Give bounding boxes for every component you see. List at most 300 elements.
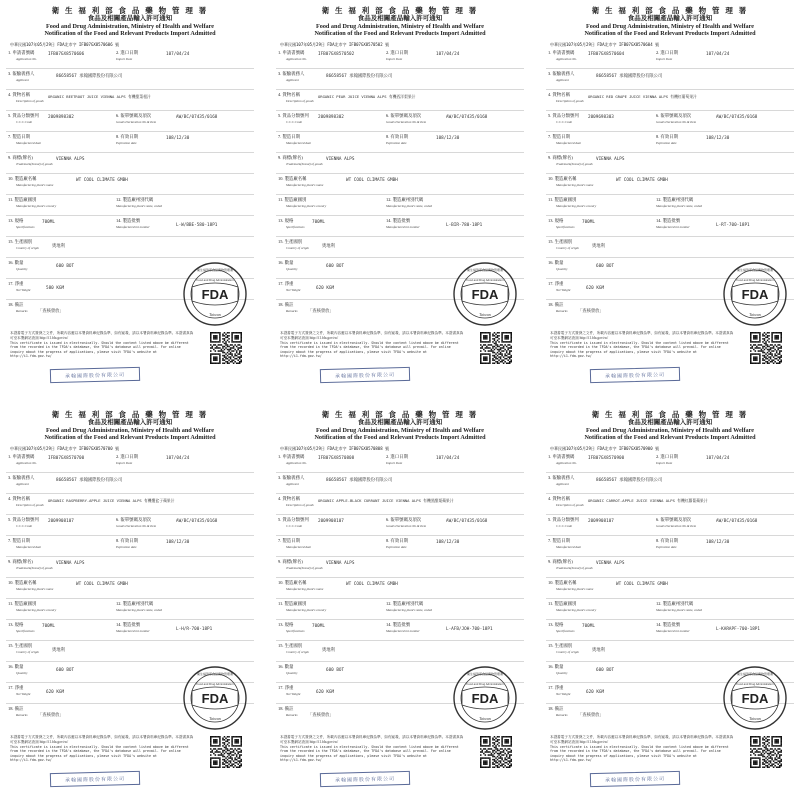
expiration-value: 108/12/30 xyxy=(166,539,190,545)
import-date-value: 107/04/24 xyxy=(166,455,190,461)
applicant-value: 86658567 承翰國際股份有限公司 xyxy=(596,73,663,79)
row-applicant xyxy=(6,473,254,494)
label-import-date: 2. 進口日期 xyxy=(386,49,408,55)
description-value: ORGANIC PEAR JUICE VIENNA ALPS 有機西洋梨果汁 xyxy=(318,93,416,99)
declaration-value: AW/BC/07435/0168 xyxy=(176,518,218,524)
label-applicant-en: Applicant xyxy=(16,481,29,486)
label-trademark: 9. 商標(牌名) xyxy=(8,154,33,160)
row-trademark xyxy=(276,153,524,174)
label-description-en: Description of goods xyxy=(16,502,44,507)
applicant-value: 86658567 承翰國際股份有限公司 xyxy=(326,477,393,483)
label-applicant: 3. 報驗義務人 xyxy=(278,474,305,480)
label-origin: 15. 生產國別 xyxy=(8,642,33,648)
agency-title-zh: 衛 生 福 利 部 食 品 藥 物 管 理 署 xyxy=(591,6,749,15)
label-declaration: 6. 報單號碼及項次 xyxy=(116,516,152,522)
row-plant-country xyxy=(546,599,794,620)
seal-top-text: 衛生福利部食品藥物管理署 xyxy=(466,672,504,676)
application-no-value: IFB07GX8570900 xyxy=(588,455,625,461)
row-plant-country xyxy=(276,599,524,620)
footer-zh: 本證書電子方式簽發之文件，所載內容應以本署資料庫紀錄為準，如有疑義，請以本署資料庫紀錄為準。本證書真偽可至本署網站查詢 http://i1.fda.gov.tw/ xyxy=(550,735,734,744)
weight-value: 580 KGM xyxy=(46,285,65,291)
label-lot-en: Manufactured lot number xyxy=(116,628,150,633)
footer-zh: 本證書電子方式簽發之文件，所載內容應以本署資料庫紀錄為準，如有疑義，請以本署資料庫紀錄為準。本證書真偽可至本署網站查詢 http://i1.fda.gov.tw/ xyxy=(10,735,194,744)
applicant-value: 86658567 承翰國際股份有限公司 xyxy=(596,477,663,483)
quantity-value: 600 BOT xyxy=(56,667,75,673)
seal-band-text: Food and Drug Administration xyxy=(196,682,234,686)
weight-value: 620 KGM xyxy=(586,689,605,695)
import-notice-6 xyxy=(540,410,800,805)
footer-zh: 本證書電子方式簽發之文件，所載內容應以本署資料庫紀錄為準，如有疑義，請以本署資料庫紀錄為準。本證書真偽可至本署網站查詢 http://i1.fda.gov.tw/ xyxy=(10,331,194,340)
label-expiration-en: Expiration date xyxy=(116,140,137,145)
reference-number: 中華民國107年05月29日 FDA北市字 IFB07GX8570502 號 xyxy=(280,41,390,47)
label-trademark: 9. 商標(牌名) xyxy=(278,558,303,564)
row-spec xyxy=(6,216,254,237)
label-lot-en: Manufactured lot number xyxy=(386,628,420,633)
seal-top-text: 衛生福利部食品藥物管理署 xyxy=(736,268,774,272)
label-spec: 13. 規格 xyxy=(548,217,564,223)
weight-value: 620 KGM xyxy=(316,285,335,291)
label-trademark-en: Trademark(brand) of goods xyxy=(286,161,323,166)
agency-title-zh: 衛 生 福 利 部 食 品 藥 物 管 理 署 xyxy=(591,410,749,419)
label-import-date-en: Import Date xyxy=(656,56,673,61)
description-value: ORGANIC APPLE-BLACK CURRANT JUICE VIENNA ALPS 有機黑醋栗蘋果汁 xyxy=(318,497,454,503)
label-expiration-en: Expiration date xyxy=(386,140,407,145)
application-no-value: IFB07GX8570808 xyxy=(318,455,355,461)
label-expiration-en: Expiration date xyxy=(656,140,677,145)
label-description-en: Description of goods xyxy=(286,502,314,507)
label-trademark-en: Trademark(brand) of goods xyxy=(16,161,53,166)
quantity-value: 600 BOT xyxy=(56,263,75,269)
weight-value: 620 KGM xyxy=(316,689,335,695)
row-description xyxy=(6,494,254,515)
label-weight-en: Net Weight xyxy=(16,691,31,696)
label-ccc: 5. 貨品分類號列 xyxy=(548,112,579,118)
seal-bottom-text: Taiwan xyxy=(479,716,491,721)
label-plant-name-en: Manufacturing plant's name xyxy=(556,182,594,187)
label-ccc: 5. 貨品分類號列 xyxy=(548,516,579,522)
label-description: 4. 貨物名稱 xyxy=(278,91,300,97)
label-declaration: 6. 報單號碼及項次 xyxy=(656,112,692,118)
row-plant-country xyxy=(6,599,254,620)
label-application-no-en: Application No. xyxy=(286,460,307,465)
ccc-value: 2009898302 xyxy=(318,114,344,120)
label-weight-en: Net Weight xyxy=(286,287,301,292)
expiration-value: 108/12/30 xyxy=(706,539,730,545)
footer-text xyxy=(280,331,465,358)
label-import-date: 2. 進口日期 xyxy=(116,49,138,55)
remarks-value: 「查核發放」 xyxy=(308,308,334,314)
label-declaration: 6. 報單號碼及項次 xyxy=(656,516,692,522)
import-notice-5 xyxy=(270,410,530,805)
agency-title-zh: 衛 生 福 利 部 食 品 藥 物 管 理 署 xyxy=(51,410,209,419)
label-quantity: 16. 數量 xyxy=(8,663,24,669)
fda-seal-icon xyxy=(722,665,788,731)
company-stamp: 承翰國際股份有限公司 xyxy=(50,367,140,383)
agency-title-zh: 衛 生 福 利 部 食 品 藥 物 管 理 署 xyxy=(321,410,479,419)
company-stamp: 承翰國際股份有限公司 xyxy=(50,771,140,787)
label-expiration-en: Expiration date xyxy=(656,544,677,549)
label-remarks: 18. 備註 xyxy=(278,301,294,307)
label-quantity-en: Quantity xyxy=(556,670,568,675)
trademark-value: VIENNA ALPS xyxy=(56,156,85,162)
label-description: 4. 貨物名稱 xyxy=(548,495,570,501)
label-declaration: 6. 報單號碼及項次 xyxy=(386,112,422,118)
label-applicant: 3. 報驗義務人 xyxy=(548,474,575,480)
application-no-value: IFB07GX8570604 xyxy=(588,51,625,57)
label-plant-country-en: Manufacturing plant's country xyxy=(556,203,597,208)
label-description: 4. 貨物名稱 xyxy=(548,91,570,97)
notice-title-block xyxy=(0,410,260,442)
qr-code-icon[interactable] xyxy=(210,332,242,364)
weight-value: 620 KGM xyxy=(46,689,65,695)
label-applicant: 3. 報驗義務人 xyxy=(8,70,35,76)
label-lot-en: Manufactured lot number xyxy=(386,224,420,229)
footer-text xyxy=(10,331,195,358)
label-lot-en: Manufactured lot number xyxy=(656,628,690,633)
row-origin xyxy=(6,641,254,662)
remarks-value: 「查核發放」 xyxy=(38,308,64,314)
label-expiration: 8. 有效日期 xyxy=(116,537,138,543)
label-application-no: 1. 申請書號碼 xyxy=(548,49,575,55)
row-dates xyxy=(546,132,794,153)
notice-title-en: Notification of the Food and Relevant Products Import Admitted xyxy=(314,434,486,442)
import-notice-1 xyxy=(0,6,260,401)
qr-code-icon[interactable] xyxy=(750,332,782,364)
label-remarks-en: Remarks xyxy=(556,712,568,717)
label-import-date: 2. 進口日期 xyxy=(656,49,678,55)
label-spec: 13. 規格 xyxy=(8,217,24,223)
row-ccc xyxy=(276,515,524,536)
ccc-value: 2009908107 xyxy=(48,518,74,524)
quantity-value: 600 BOT xyxy=(596,263,615,269)
import-notice-4 xyxy=(0,410,260,805)
label-plant-state: 12. 製造廠州別代碼 xyxy=(116,600,154,606)
label-spec-en: Specifications xyxy=(556,224,575,229)
spec-value: 700ML xyxy=(42,623,55,629)
label-origin-en: Country of origin xyxy=(16,649,40,654)
label-plant-country: 11. 製造廠國別 xyxy=(278,196,307,202)
label-plant-name-en: Manufacturing plant's name xyxy=(286,182,324,187)
agency-title-zh: 衛 生 福 利 部 食 品 藥 物 管 理 署 xyxy=(321,6,479,15)
row-ccc xyxy=(6,111,254,132)
label-remarks-en: Remarks xyxy=(286,308,298,313)
row-applicant xyxy=(546,473,794,494)
label-plant-name: 10. 製造廠名稱 xyxy=(278,175,307,181)
footer-text xyxy=(550,331,735,358)
row-application xyxy=(6,452,254,473)
row-spec xyxy=(6,620,254,641)
qr-code-icon[interactable] xyxy=(210,736,242,768)
label-lot: 14. 製造批號 xyxy=(386,217,411,223)
label-description-en: Description of goods xyxy=(286,98,314,103)
label-origin-en: Country of origin xyxy=(556,245,580,250)
label-declaration-en: Goods Declaration No.& Item xyxy=(386,119,427,124)
row-spec xyxy=(546,620,794,641)
label-application-no: 1. 申請書號碼 xyxy=(8,49,35,55)
agency-title-en: Food and Drug Administration, Ministry of Health and Welfare xyxy=(315,426,485,434)
lot-value: L-AFB/JOH-700-18P1 xyxy=(446,626,493,632)
label-applicant-en: Applicant xyxy=(16,77,29,82)
plant-name-value: WT COOL CLIMATE GMBH xyxy=(76,581,128,587)
row-origin xyxy=(276,641,524,662)
spec-value: 700ML xyxy=(42,219,55,225)
label-plant-country-en: Manufacturing plant's country xyxy=(16,607,57,612)
notice-title-zh: 食品及相關產品輸入許可通知 xyxy=(627,15,713,22)
label-applicant-en: Applicant xyxy=(286,481,299,486)
row-trademark xyxy=(6,153,254,174)
label-plant-country: 11. 製造廠國別 xyxy=(8,196,37,202)
row-spec xyxy=(276,620,524,641)
footer-text xyxy=(10,735,195,762)
seal-bottom-text: Taiwan xyxy=(749,312,761,317)
notice-title-zh: 食品及相關產品輸入許可通知 xyxy=(627,419,713,426)
label-declaration: 6. 報單號碼及項次 xyxy=(386,516,422,522)
footer-zh: 本證書電子方式簽發之文件，所載內容應以本署資料庫紀錄為準，如有疑義，請以本署資料庫紀錄為準。本證書真偽可至本署網站查詢 http://i1.fda.gov.tw/ xyxy=(550,331,734,340)
origin-value: 奧地利 xyxy=(592,647,605,653)
row-plant-country xyxy=(276,195,524,216)
label-spec: 13. 規格 xyxy=(278,217,294,223)
lot-value: L-W/BBE-580-18P1 xyxy=(176,222,218,228)
description-value: ORGANIC BEETROOT JUICE VIENNA ALPS 有機甜菜根汁 xyxy=(48,93,151,99)
quantity-value: 600 BOT xyxy=(326,667,345,673)
label-trademark-en: Trademark(brand) of goods xyxy=(556,161,593,166)
label-remarks: 18. 備註 xyxy=(548,301,564,307)
label-import-date-en: Import Date xyxy=(116,460,133,465)
label-applicant: 3. 報驗義務人 xyxy=(278,70,305,76)
notice-title-zh: 食品及相關產品輸入許可通知 xyxy=(87,15,173,22)
label-plant-state-en: Manufacturing plant's state, coded xyxy=(116,203,162,208)
label-plant-country-en: Manufacturing plant's country xyxy=(286,203,327,208)
label-spec-en: Specifications xyxy=(286,628,305,633)
expiration-value: 108/12/30 xyxy=(706,135,730,141)
row-application xyxy=(6,48,254,69)
label-plant-state: 12. 製造廠州別代碼 xyxy=(386,196,424,202)
label-origin: 15. 生產國別 xyxy=(548,238,573,244)
seal-top-text: 衛生福利部食品藥物管理署 xyxy=(196,672,234,676)
expiration-value: 108/12/30 xyxy=(436,539,460,545)
label-manufactured-date: 7. 製造日期 xyxy=(278,537,300,543)
row-applicant xyxy=(276,69,524,90)
row-dates xyxy=(546,536,794,557)
label-plant-name-en: Manufacturing plant's name xyxy=(286,586,324,591)
row-description xyxy=(276,90,524,111)
label-plant-country-en: Manufacturing plant's country xyxy=(286,607,327,612)
ccc-value: 2009898302 xyxy=(48,114,74,120)
row-ccc xyxy=(276,111,524,132)
row-application xyxy=(276,48,524,69)
row-applicant xyxy=(276,473,524,494)
fda-seal-icon xyxy=(182,261,248,327)
footer-en: This certificate is issued in electronically. Should the content listed above be different from the recorded in the TFDA's database, the TFDA's database will prevail. For online inquiry about the progress of applications, please visit TFDA's website at http://i1.fda.gov.tw/ xyxy=(280,744,459,762)
label-expiration: 8. 有效日期 xyxy=(656,133,678,139)
label-trademark-en: Trademark(brand) of goods xyxy=(286,565,323,570)
label-lot: 14. 製造批號 xyxy=(386,621,411,627)
label-expiration: 8. 有效日期 xyxy=(116,133,138,139)
lot-value: L-H/R-700-18P1 xyxy=(176,626,213,632)
fda-seal-icon xyxy=(722,261,788,327)
description-value: ORGANIC RED GRAPE JUICE VIENNA ALPS 有機紅葡萄果汁 xyxy=(588,93,697,99)
label-origin: 15. 生產國別 xyxy=(278,238,303,244)
reference-number: 中華民國107年05月29日 FDA北市字 IFB07GX8570700 號 xyxy=(10,445,120,451)
row-origin xyxy=(546,237,794,258)
seal-center-text: FDA xyxy=(471,691,499,706)
seal-center-text: FDA xyxy=(201,287,229,302)
label-quantity-en: Quantity xyxy=(16,266,28,271)
label-plant-country: 11. 製造廠國別 xyxy=(548,196,577,202)
agency-title-en: Food and Drug Administration, Ministry of Health and Welfare xyxy=(315,22,485,30)
seal-bottom-text: Taiwan xyxy=(209,312,221,317)
spec-value: 700ML xyxy=(312,219,325,225)
label-plant-state-en: Manufacturing plant's state, coded xyxy=(656,607,702,612)
qr-code-icon[interactable] xyxy=(480,332,512,364)
declaration-value: AW/BC/07435/0168 xyxy=(446,114,488,120)
remarks-value: 「查核發放」 xyxy=(308,712,334,718)
row-application xyxy=(276,452,524,473)
declaration-value: AW/BC/07435/0168 xyxy=(716,114,758,120)
label-plant-state-en: Manufacturing plant's state, coded xyxy=(386,203,432,208)
label-quantity: 16. 數量 xyxy=(278,663,294,669)
qr-code-icon[interactable] xyxy=(750,736,782,768)
label-import-date: 2. 進口日期 xyxy=(116,453,138,459)
label-remarks-en: Remarks xyxy=(556,308,568,313)
label-declaration-en: Goods Declaration No.& Item xyxy=(116,523,157,528)
notice-title-en: Notification of the Food and Relevant Products Import Admitted xyxy=(44,30,216,38)
notice-title-block xyxy=(540,6,800,38)
label-import-date-en: Import Date xyxy=(116,56,133,61)
remarks-value: 「查核發放」 xyxy=(578,712,604,718)
notice-title-en: Notification of the Food and Relevant Products Import Admitted xyxy=(44,434,216,442)
row-dates xyxy=(6,132,254,153)
reference-number: 中華民國107年05月29日 FDA北市字 IFB07GX8570604 號 xyxy=(550,41,660,47)
label-trademark-en: Trademark(brand) of goods xyxy=(556,565,593,570)
agency-title-en: Food and Drug Administration, Ministry of Health and Welfare xyxy=(45,22,215,30)
label-description: 4. 貨物名稱 xyxy=(8,91,30,97)
label-quantity-en: Quantity xyxy=(16,670,28,675)
label-remarks: 18. 備註 xyxy=(278,705,294,711)
label-ccc-en: C.C.C.Code xyxy=(16,119,33,124)
label-application-no: 1. 申請書號碼 xyxy=(278,453,305,459)
row-plant-name xyxy=(546,174,794,195)
label-applicant-en: Applicant xyxy=(556,77,569,82)
agency-title-en: Food and Drug Administration, Ministry of Health and Welfare xyxy=(585,426,755,434)
label-plant-name: 10. 製造廠名稱 xyxy=(278,579,307,585)
spec-value: 700ML xyxy=(312,623,325,629)
label-weight: 17. 淨重 xyxy=(278,684,294,690)
label-origin-en: Country of origin xyxy=(286,649,310,654)
label-weight: 17. 淨重 xyxy=(8,280,24,286)
label-trademark: 9. 商標(牌名) xyxy=(278,154,303,160)
label-weight-en: Net Weight xyxy=(556,691,571,696)
row-origin xyxy=(6,237,254,258)
row-trademark xyxy=(276,557,524,578)
row-dates xyxy=(276,132,524,153)
row-trademark xyxy=(546,153,794,174)
plant-name-value: WT COOL CLIMATE GMBH xyxy=(346,177,398,183)
quantity-value: 600 BOT xyxy=(596,667,615,673)
notice-title-en: Notification of the Food and Relevant Products Import Admitted xyxy=(314,30,486,38)
notice-title-en: Notification of the Food and Relevant Products Import Admitted xyxy=(584,30,756,38)
label-application-no-en: Application No. xyxy=(16,56,37,61)
row-application xyxy=(546,452,794,473)
trademark-value: VIENNA ALPS xyxy=(596,156,625,162)
label-spec: 13. 規格 xyxy=(278,621,294,627)
plant-name-value: WT COOL CLIMATE GMBH xyxy=(616,177,668,183)
label-trademark: 9. 商標(牌名) xyxy=(8,558,33,564)
import-date-value: 107/04/24 xyxy=(436,455,460,461)
label-lot-en: Manufactured lot number xyxy=(116,224,150,229)
application-no-value: IFB07GX8570606 xyxy=(48,51,85,57)
label-plant-country: 11. 製造廠國別 xyxy=(8,600,37,606)
declaration-value: AW/BC/07435/0168 xyxy=(716,518,758,524)
row-plant-name xyxy=(6,578,254,599)
label-plant-state-en: Manufacturing plant's state, coded xyxy=(116,607,162,612)
import-date-value: 107/04/24 xyxy=(436,51,460,57)
qr-code-icon[interactable] xyxy=(480,736,512,768)
origin-value: 奧地利 xyxy=(52,243,65,249)
label-remarks-en: Remarks xyxy=(16,308,28,313)
label-manufactured-date-en: Manufactured date xyxy=(16,544,42,549)
origin-value: 奧地利 xyxy=(52,647,65,653)
trademark-value: VIENNA ALPS xyxy=(56,560,85,566)
row-origin xyxy=(546,641,794,662)
label-description-en: Description of goods xyxy=(556,98,584,103)
label-quantity: 16. 數量 xyxy=(8,259,24,265)
label-ccc-en: C.C.C.Code xyxy=(556,119,573,124)
footer-en: This certificate is issued in electronically. Should the content listed above be different from the recorded in the TFDA's database, the TFDA's database will prevail. For online inquiry about the progress of applications, please visit TFDA's website at http://i1.fda.gov.tw/ xyxy=(550,744,729,762)
label-declaration-en: Goods Declaration No.& Item xyxy=(386,523,427,528)
notice-title-block xyxy=(540,410,800,442)
lot-value: L-RT-700-18P1 xyxy=(716,222,750,228)
label-origin-en: Country of origin xyxy=(16,245,40,250)
notice-title-block xyxy=(0,6,260,38)
seal-center-text: FDA xyxy=(741,287,769,302)
label-plant-state: 12. 製造廠州別代碼 xyxy=(386,600,424,606)
label-quantity-en: Quantity xyxy=(286,670,298,675)
label-description-en: Description of goods xyxy=(556,502,584,507)
label-import-date-en: Import Date xyxy=(656,460,673,465)
label-declaration: 6. 報單號碼及項次 xyxy=(116,112,152,118)
label-description: 4. 貨物名稱 xyxy=(278,495,300,501)
footer-en: This certificate is issued in electronically. Should the content listed above be different from the recorded in the TFDA's database, the TFDA's database will prevail. For online inquiry about the progress of applications, please visit TFDA's website at http://i1.fda.gov.tw/ xyxy=(10,340,189,358)
application-no-value: IFB07GX8570700 xyxy=(48,455,85,461)
import-date-value: 107/04/24 xyxy=(706,455,730,461)
label-quantity: 16. 數量 xyxy=(278,259,294,265)
import-notice-2 xyxy=(270,6,530,401)
label-plant-state: 12. 製造廠州別代碼 xyxy=(116,196,154,202)
label-plant-country: 11. 製造廠國別 xyxy=(548,600,577,606)
row-trademark xyxy=(6,557,254,578)
trademark-value: VIENNA ALPS xyxy=(326,560,355,566)
label-spec-en: Specifications xyxy=(286,224,305,229)
row-spec xyxy=(276,216,524,237)
seal-center-text: FDA xyxy=(741,691,769,706)
label-plant-name: 10. 製造廠名稱 xyxy=(548,175,577,181)
origin-value: 奧地利 xyxy=(322,647,335,653)
label-plant-country-en: Manufacturing plant's country xyxy=(556,607,597,612)
label-manufactured-date: 7. 製造日期 xyxy=(8,537,30,543)
label-origin-en: Country of origin xyxy=(556,649,580,654)
seal-band-text: Food and Drug Administration xyxy=(466,682,504,686)
origin-value: 奧地利 xyxy=(322,243,335,249)
label-spec: 13. 規格 xyxy=(548,621,564,627)
label-import-date-en: Import Date xyxy=(386,56,403,61)
label-applicant: 3. 報驗義務人 xyxy=(8,474,35,480)
row-description xyxy=(546,494,794,515)
label-lot: 14. 製造批號 xyxy=(656,621,681,627)
label-quantity-en: Quantity xyxy=(556,266,568,271)
label-applicant-en: Applicant xyxy=(286,77,299,82)
seal-band-text: Food and Drug Administration xyxy=(736,682,774,686)
